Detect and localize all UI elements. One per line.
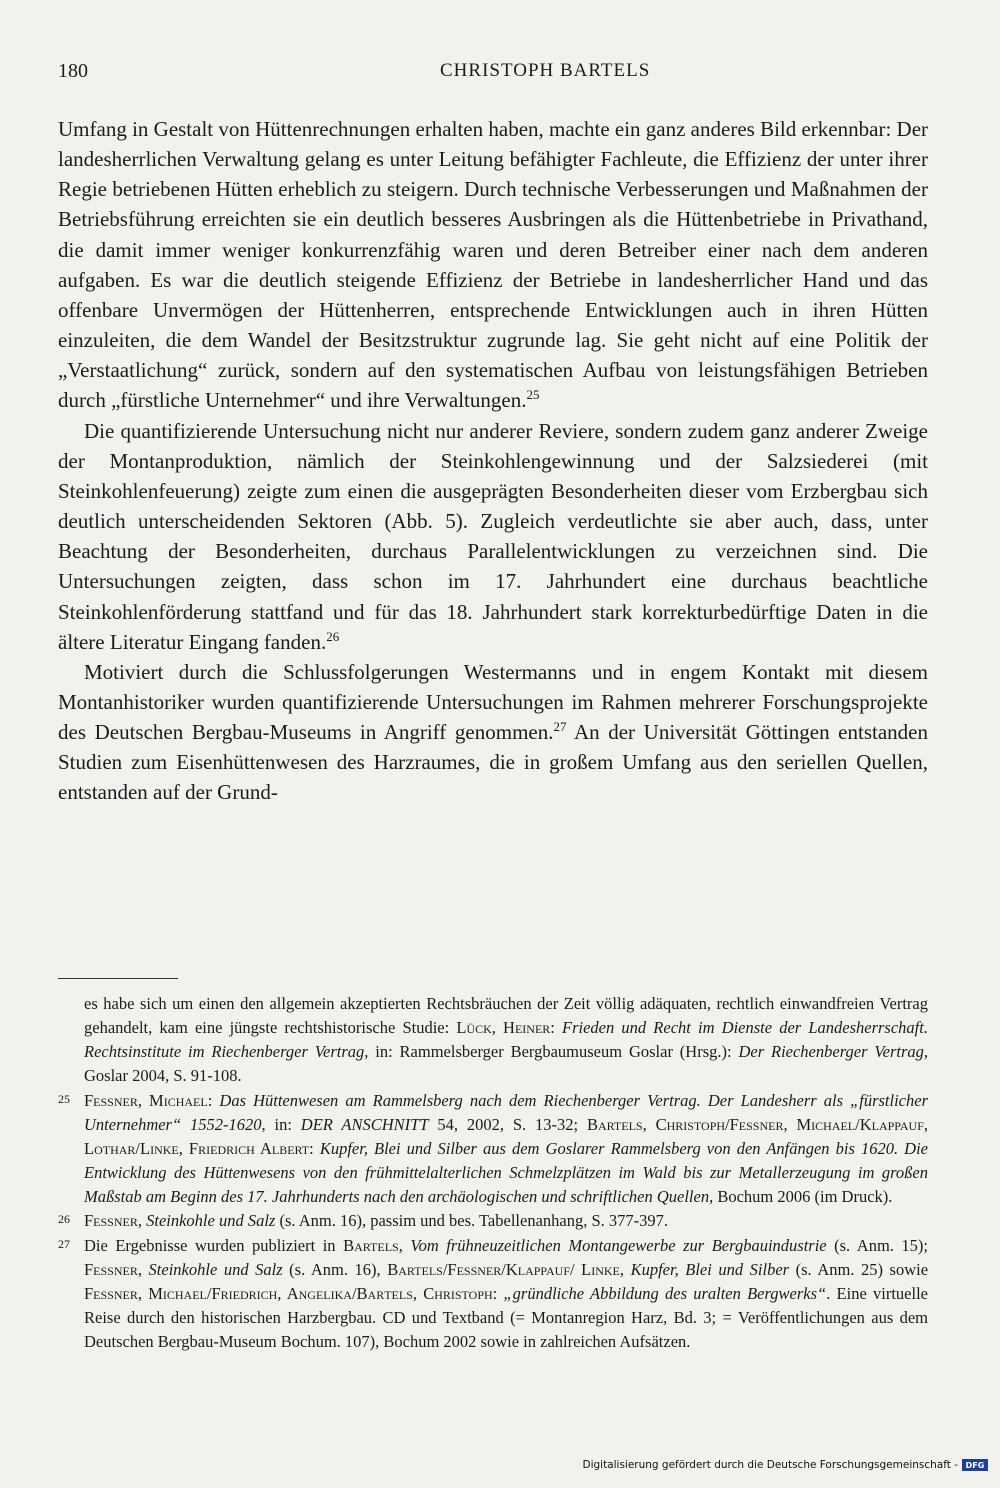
footnote-text: , in: bbox=[261, 1114, 301, 1134]
footnote-number: 27 bbox=[58, 1236, 70, 1251]
paragraph-text: Motiviert durch die Schlussfolgerungen Westermanns und in engem Kontakt mit diesem Montanhistoriker wurden quantifizierende Untersuchungen im Rahmen mehrerer Forschungsprojekte des Deutschen Bergbau-Museums in Angriff genommen. bbox=[58, 659, 928, 745]
work-title: Vom frühneuzeitlichen Montangewerbe zur Bergbauindustrie bbox=[410, 1235, 827, 1255]
author-name: Fessner, Michael/Friedrich, Angelika/Bartels, Christoph bbox=[84, 1283, 493, 1303]
paragraph-text: Die quantifizierende Untersuchung nicht nur anderer Reviere, sondern zudem ganz anderer Zweige der Montanproduktion, nämlich der Steinkohlengewinnung und der Salzsiederei (mit Steinkohlenfeuerung) zeigte zum einen die ausgeprägten Besonderheiten dieser vom Erzbergbau sich deutlich unterscheidenden Sektoren (Abb. 5). Zugleich verdeutlichte sie aber auch, dass, unter Beachtung der Besonderheiten, durchaus Parallelentwicklungen zu verzeichnen sind. Die Untersuchungen zeigten, dass schon im 17. Jahrhundert eine durchaus beachtliche Steinkohlenförderung stattfand und für das 18. Jahrhundert stark korrekturbedürftige Daten in die ältere Literatur Eingang fanden. bbox=[58, 418, 928, 654]
author-name: Bartels, Christoph/Fessner, Michael/Klappauf, Lothar/Linke, Friedrich Albert bbox=[84, 1114, 928, 1158]
footnote-number: 26 bbox=[58, 1212, 70, 1227]
footnote-number: 25 bbox=[58, 1091, 70, 1106]
footnote-divider bbox=[58, 978, 178, 979]
author-name: Fessner bbox=[84, 1259, 138, 1279]
footnote-text: , bbox=[619, 1259, 631, 1279]
footnote-ref: 26 bbox=[326, 628, 340, 644]
footnote-text: (s. Anm. 15); bbox=[826, 1235, 929, 1255]
paragraph bbox=[58, 657, 928, 808]
footnotes bbox=[58, 992, 928, 1354]
dfg-footer bbox=[582, 1458, 988, 1472]
running-head: CHRISTOPH BARTELS bbox=[440, 60, 651, 81]
footnote-27 bbox=[58, 1234, 928, 1355]
author-name: Lück, Heiner bbox=[456, 1018, 551, 1038]
footnote-text: , Goslar 2004, S. 91-108. bbox=[84, 1042, 928, 1086]
footnote-continued bbox=[58, 992, 928, 1089]
dfg-logo: DFG bbox=[962, 1459, 988, 1471]
footnote-text: . Eine virtuelle Reise durch den historischen Harzbergbau. CD und Textband (= Montanregion Harz, Bd. 3; = Veröffentlichungen aus dem Deutschen Bergbau-Museum Bochum. 107), Bochum 2002 sowie in zahlreichen Aufsätzen. bbox=[84, 1283, 928, 1352]
paragraph-text: An der Universität Göttingen entstanden Studien zum Eisenhüttenwesen des Harzraumes, die in großem Umfang aus den seriellen Quellen, entstanden auf der Grund- bbox=[58, 720, 928, 805]
author-name: Fessner bbox=[84, 1211, 138, 1231]
footnote-ref: 25 bbox=[526, 387, 540, 403]
footnote-text: , bbox=[398, 1235, 411, 1255]
dfg-notice: Digitalisierung gefördert durch die Deutsche Forschungsgemeinschaft - bbox=[582, 1459, 958, 1471]
work-title: Steinkohle und Salz bbox=[148, 1259, 283, 1279]
footnote-text: : bbox=[207, 1090, 220, 1110]
footnote-text: es habe sich um einen den allgemein akzeptierten Rechtsbräuchen der Zeit völlig adäquaten, rechtlich einwandfreien Vertrag gehandelt, kam eine jüngste rechtshistorische Studie: bbox=[84, 994, 928, 1038]
footnote-text: , Bochum 2006 (im Druck). bbox=[709, 1187, 893, 1207]
footnote-text: (s. Anm. 16), passim und bes. Tabellenanhang, S. 377-397. bbox=[275, 1211, 669, 1231]
footnote-text: 54, 2002, S. 13-32; bbox=[428, 1114, 587, 1134]
footnote-text: : bbox=[309, 1138, 320, 1158]
work-title: Das Hüttenwesen am Rammelsberg nach dem Riechenberger Vertrag. Der Landesherr als „fürstlicher Unternehmer“ 1552-1620 bbox=[84, 1090, 928, 1134]
footnote-text: , bbox=[137, 1259, 149, 1279]
work-title: „gründliche Abbildung des uralten Bergwerks“ bbox=[503, 1283, 827, 1303]
footnote-25 bbox=[58, 1089, 928, 1210]
work-title: Steinkohle und Salz bbox=[146, 1211, 276, 1231]
work-title: Der Riechenberger Vertrag bbox=[738, 1042, 924, 1062]
footnote-text: Die Ergebnisse wurden publiziert in bbox=[84, 1235, 344, 1255]
author-name: Bartels/Fessner/Klappauf/ Linke bbox=[387, 1259, 620, 1279]
work-title: DER ANSCHNITT bbox=[300, 1114, 429, 1134]
footnote-text: (s. Anm. 25) sowie bbox=[789, 1259, 929, 1279]
work-title: Kupfer, Blei und Silber bbox=[630, 1259, 790, 1279]
work-title: Frieden und Recht im Dienste der Landesherrschaft. Rechtsinstitute im Riechenberger Vertrag bbox=[84, 1018, 928, 1062]
work-title: Kupfer, Blei und Silber aus dem Goslarer Rammelsberg von den Anfängen bis 1620. Die Entwicklung des Hüttenwesens von den frühmittelalterlichen Schmelzplätzen im Wald bis zur Metallerzeugung im großen Maßstab am Beginn des 17. Jahrhunderts nach den archäologischen und schriftlichen Quellen bbox=[84, 1138, 928, 1207]
footnote-text: , bbox=[137, 1211, 147, 1231]
paragraph bbox=[58, 114, 928, 416]
footnote-text: , in: Rammelsberger Bergbaumuseum Goslar (Hrsg.): bbox=[364, 1042, 739, 1062]
body-text bbox=[58, 114, 928, 808]
author-name: Fessner, Michael bbox=[84, 1090, 208, 1110]
footnote-text: (s. Anm. 16), bbox=[282, 1259, 388, 1279]
author-name: Bartels bbox=[343, 1235, 399, 1255]
page-number: 180 bbox=[58, 60, 88, 82]
footnote-26 bbox=[58, 1209, 928, 1233]
footnote-ref: 27 bbox=[553, 719, 567, 735]
footnote-text: : bbox=[492, 1283, 504, 1303]
paragraph-text: Umfang in Gestalt von Hüttenrechnungen erhalten haben, machte ein ganz anderes Bild erkennbar: Der landesherrlichen Verwaltung gelang es unter Leitung befähigter Fachleute, die Effizienz der unter ihrer Regie betriebenen Hütten erheblich zu steigern. Durch technische Verbesserungen und Maßnahmen der Betriebsführung erreichten sie ein deutlich besseres Ausbringen als die Hüttenbetriebe in Privathand, die damit immer weniger konkurrenzfähig waren und deren Betreiber einer nach dem anderen aufgaben. Es war die deutlich steigende Effizienz der Betriebe in landesherrlicher Hand und das offenbare Unvermögen der Hüttenherren, entsprechende Entwicklungen auch in ihren Hütten einzuleiten, die dem Wandel der Besitzstruktur zugrunde lag. Sie geht nicht auf eine Politik der „Verstaatlichung“ zurück, sondern auf den systematischen Aufbau von leistungsfähigen Betrieben durch „fürstliche Unternehmer“ und ihre Verwaltungen. bbox=[58, 117, 929, 413]
page-header bbox=[58, 60, 928, 90]
paragraph bbox=[58, 416, 928, 657]
footnote-text: : bbox=[550, 1018, 563, 1038]
